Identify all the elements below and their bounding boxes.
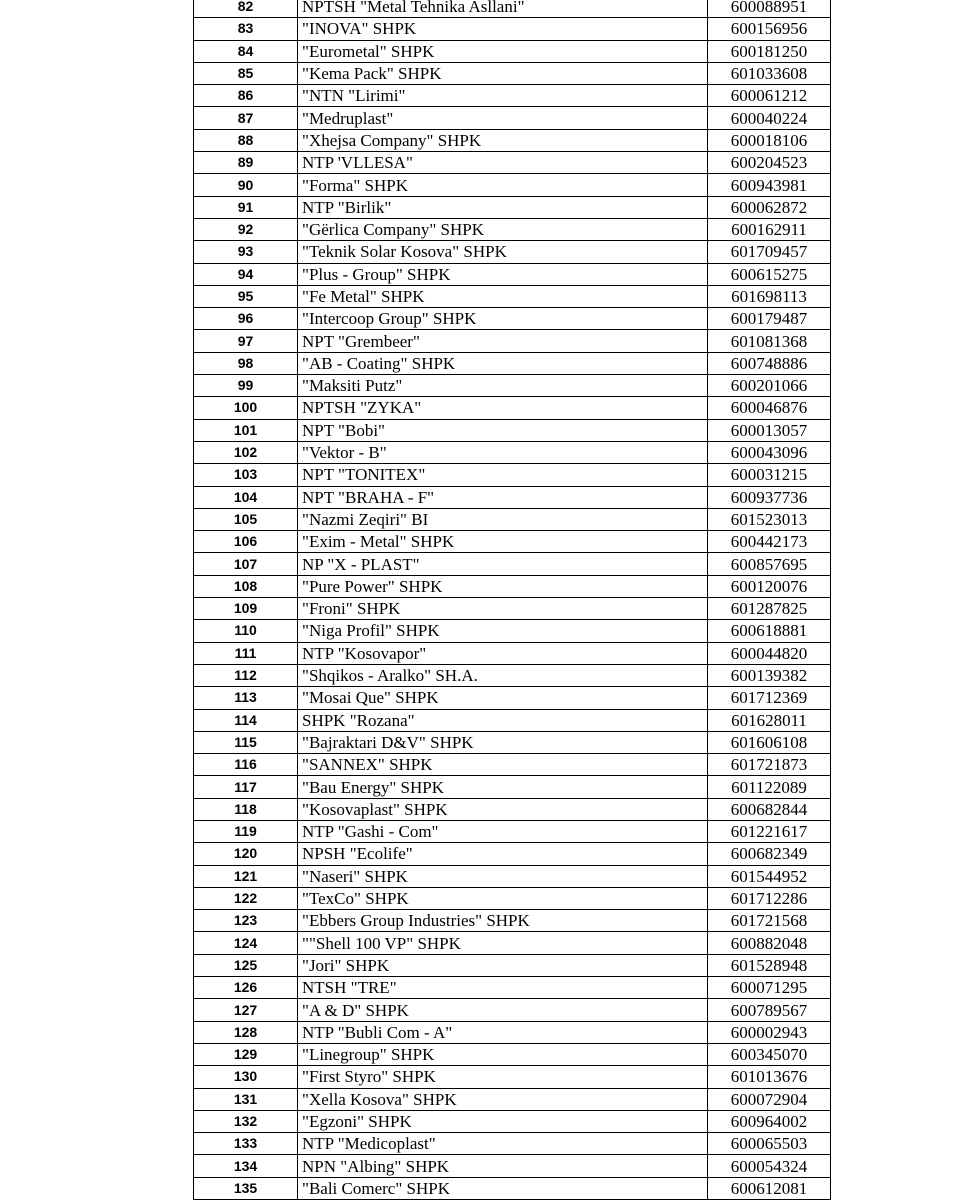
business-id-cell: 601221617 xyxy=(708,820,831,842)
company-name-cell: SHPK "Rozana" xyxy=(298,709,708,731)
business-id-cell: 600204523 xyxy=(708,152,831,174)
business-id-cell: 601013676 xyxy=(708,1066,831,1088)
company-name-cell: "Bajraktari D&V" SHPK xyxy=(298,731,708,753)
company-name-cell: "Linegroup" SHPK xyxy=(298,1043,708,1065)
row-number-cell: 127 xyxy=(194,999,298,1021)
business-id-cell: 601544952 xyxy=(708,865,831,887)
row-number-cell: 93 xyxy=(194,241,298,263)
business-id-cell: 600120076 xyxy=(708,575,831,597)
business-id-cell: 600181250 xyxy=(708,40,831,62)
business-id-cell: 600789567 xyxy=(708,999,831,1021)
table-row xyxy=(194,820,831,842)
company-name-cell: "Teknik Solar Kosova" SHPK xyxy=(298,241,708,263)
business-id-cell: 601628011 xyxy=(708,709,831,731)
table-row xyxy=(194,218,831,240)
company-name-cell: "Kema Pack" SHPK xyxy=(298,62,708,84)
company-name-cell: "Bau Energy" SHPK xyxy=(298,776,708,798)
business-id-cell: 600857695 xyxy=(708,553,831,575)
table-row xyxy=(194,508,831,530)
table-row xyxy=(194,531,831,553)
company-name-cell: NTP "Bubli Com - A" xyxy=(298,1021,708,1043)
row-number-cell: 113 xyxy=(194,687,298,709)
business-id-cell: 601528948 xyxy=(708,954,831,976)
row-number-cell: 97 xyxy=(194,330,298,352)
business-id-cell: 600013057 xyxy=(708,419,831,441)
row-number-cell: 126 xyxy=(194,977,298,999)
table-row xyxy=(194,308,831,330)
row-number-cell: 83 xyxy=(194,18,298,40)
company-name-cell: "Gërlica Company" SHPK xyxy=(298,218,708,240)
company-name-cell: "Xhejsa Company" SHPK xyxy=(298,129,708,151)
company-name-cell: NPTSH "ZYKA" xyxy=(298,397,708,419)
table-row xyxy=(194,709,831,731)
business-id-cell: 601033608 xyxy=(708,62,831,84)
company-name-cell: NTP "Kosovapor" xyxy=(298,642,708,664)
row-number-cell: 121 xyxy=(194,865,298,887)
row-number-cell: 88 xyxy=(194,129,298,151)
business-id-cell: 600748886 xyxy=(708,352,831,374)
table-row xyxy=(194,865,831,887)
table-row xyxy=(194,1043,831,1065)
row-number-cell: 91 xyxy=(194,196,298,218)
company-name-cell: NTP 'VLLESA" xyxy=(298,152,708,174)
company-name-cell: "Ebbers Group Industries" SHPK xyxy=(298,910,708,932)
business-id-cell: 600937736 xyxy=(708,486,831,508)
table-row xyxy=(194,932,831,954)
business-id-cell: 600618881 xyxy=(708,620,831,642)
table-row xyxy=(194,1088,831,1110)
row-number-cell: 130 xyxy=(194,1066,298,1088)
business-id-cell: 600054324 xyxy=(708,1155,831,1177)
table-row xyxy=(194,352,831,374)
table-row xyxy=(194,954,831,976)
row-number-cell: 104 xyxy=(194,486,298,508)
row-number-cell: 99 xyxy=(194,375,298,397)
business-id-cell: 600018106 xyxy=(708,129,831,151)
row-number-cell: 135 xyxy=(194,1177,298,1199)
row-number-cell: 82 xyxy=(194,0,298,18)
table-row xyxy=(194,553,831,575)
company-name-cell: "Niga Profil" SHPK xyxy=(298,620,708,642)
business-id-cell: 600345070 xyxy=(708,1043,831,1065)
business-id-cell: 600040224 xyxy=(708,107,831,129)
table-row xyxy=(194,486,831,508)
company-name-cell: "INOVA" SHPK xyxy=(298,18,708,40)
business-id-cell: 601287825 xyxy=(708,598,831,620)
table-row xyxy=(194,575,831,597)
row-number-cell: 109 xyxy=(194,598,298,620)
table-row xyxy=(194,263,831,285)
row-number-cell: 134 xyxy=(194,1155,298,1177)
table-row xyxy=(194,977,831,999)
table-row xyxy=(194,40,831,62)
row-number-cell: 125 xyxy=(194,954,298,976)
row-number-cell: 98 xyxy=(194,352,298,374)
company-name-cell: "Froni" SHPK xyxy=(298,598,708,620)
row-number-cell: 103 xyxy=(194,464,298,486)
row-number-cell: 92 xyxy=(194,218,298,240)
business-id-cell: 600043096 xyxy=(708,441,831,463)
table-row xyxy=(194,85,831,107)
business-id-cell: 600682349 xyxy=(708,843,831,865)
row-number-cell: 87 xyxy=(194,107,298,129)
business-id-cell: 600882048 xyxy=(708,932,831,954)
table-row xyxy=(194,1066,831,1088)
business-id-cell: 601122089 xyxy=(708,776,831,798)
company-name-cell: "AB - Coating" SHPK xyxy=(298,352,708,374)
business-id-cell: 600156956 xyxy=(708,18,831,40)
row-number-cell: 86 xyxy=(194,85,298,107)
row-number-cell: 111 xyxy=(194,642,298,664)
table-row xyxy=(194,419,831,441)
company-name-cell: NPSH "Ecolife" xyxy=(298,843,708,865)
table-row xyxy=(194,397,831,419)
company-name-cell: NTP "Birlik" xyxy=(298,196,708,218)
company-name-cell: "Plus - Group" SHPK xyxy=(298,263,708,285)
row-number-cell: 129 xyxy=(194,1043,298,1065)
row-number-cell: 115 xyxy=(194,731,298,753)
row-number-cell: 133 xyxy=(194,1133,298,1155)
company-name-cell: "Xella Kosova" SHPK xyxy=(298,1088,708,1110)
table-row xyxy=(194,464,831,486)
business-id-cell: 600071295 xyxy=(708,977,831,999)
table-row xyxy=(194,196,831,218)
table-row xyxy=(194,62,831,84)
business-id-cell: 600044820 xyxy=(708,642,831,664)
business-id-cell: 601606108 xyxy=(708,731,831,753)
company-name-cell: "Shqikos - Aralko" SH.A. xyxy=(298,664,708,686)
company-name-cell: "Nazmi Zeqiri" BI xyxy=(298,508,708,530)
table-row xyxy=(194,731,831,753)
company-name-cell: "Naseri" SHPK xyxy=(298,865,708,887)
business-id-cell: 600943981 xyxy=(708,174,831,196)
table-row xyxy=(194,1110,831,1132)
company-name-cell: "Egzoni" SHPK xyxy=(298,1110,708,1132)
business-id-cell: 601709457 xyxy=(708,241,831,263)
company-name-cell: "SANNEX" SHPK xyxy=(298,754,708,776)
row-number-cell: 102 xyxy=(194,441,298,463)
row-number-cell: 117 xyxy=(194,776,298,798)
business-id-cell: 601523013 xyxy=(708,508,831,530)
company-name-cell: "Fe Metal" SHPK xyxy=(298,285,708,307)
row-number-cell: 100 xyxy=(194,397,298,419)
row-number-cell: 94 xyxy=(194,263,298,285)
business-id-cell: 600682844 xyxy=(708,798,831,820)
company-name-cell: "Intercoop Group" SHPK xyxy=(298,308,708,330)
table-row xyxy=(194,174,831,196)
company-name-cell: "Eurometal" SHPK xyxy=(298,40,708,62)
company-name-cell: "First Styro" SHPK xyxy=(298,1066,708,1088)
company-name-cell: NPT "BRAHA - F" xyxy=(298,486,708,508)
table-row xyxy=(194,887,831,909)
business-id-cell: 601721568 xyxy=(708,910,831,932)
table-row xyxy=(194,241,831,263)
company-name-cell: "Kosovaplast" SHPK xyxy=(298,798,708,820)
row-number-cell: 110 xyxy=(194,620,298,642)
company-name-cell: "A & D" SHPK xyxy=(298,999,708,1021)
company-name-cell: "Vektor - B" xyxy=(298,441,708,463)
business-id-cell: 600139382 xyxy=(708,664,831,686)
business-id-cell: 600162911 xyxy=(708,218,831,240)
row-number-cell: 131 xyxy=(194,1088,298,1110)
business-id-cell: 600072904 xyxy=(708,1088,831,1110)
row-number-cell: 123 xyxy=(194,910,298,932)
company-name-cell: NPT "Grembeer" xyxy=(298,330,708,352)
table-row xyxy=(194,18,831,40)
row-number-cell: 85 xyxy=(194,62,298,84)
business-id-cell: 600442173 xyxy=(708,531,831,553)
company-name-cell: NPTSH "Metal Tehnika Asllani" xyxy=(298,0,708,18)
table-row xyxy=(194,598,831,620)
row-number-cell: 124 xyxy=(194,932,298,954)
table-row xyxy=(194,1021,831,1043)
table-row xyxy=(194,1133,831,1155)
business-id-cell: 600065503 xyxy=(708,1133,831,1155)
table-row xyxy=(194,664,831,686)
business-id-cell: 601712369 xyxy=(708,687,831,709)
row-number-cell: 105 xyxy=(194,508,298,530)
row-number-cell: 118 xyxy=(194,798,298,820)
table-row xyxy=(194,776,831,798)
business-id-cell: 601081368 xyxy=(708,330,831,352)
row-number-cell: 112 xyxy=(194,664,298,686)
row-number-cell: 119 xyxy=(194,820,298,842)
table-row xyxy=(194,642,831,664)
company-name-cell: ""Shell 100 VP" SHPK xyxy=(298,932,708,954)
company-name-cell: "Forma" SHPK xyxy=(298,174,708,196)
business-id-cell: 601712286 xyxy=(708,887,831,909)
row-number-cell: 128 xyxy=(194,1021,298,1043)
company-name-cell: NTSH "TRE" xyxy=(298,977,708,999)
row-number-cell: 89 xyxy=(194,152,298,174)
row-number-cell: 106 xyxy=(194,531,298,553)
company-name-cell: "Mosai Que" SHPK xyxy=(298,687,708,709)
row-number-cell: 107 xyxy=(194,553,298,575)
row-number-cell: 95 xyxy=(194,285,298,307)
business-id-cell: 600031215 xyxy=(708,464,831,486)
business-id-cell: 600615275 xyxy=(708,263,831,285)
company-name-cell: "Medruplast" xyxy=(298,107,708,129)
table-row xyxy=(194,754,831,776)
table-row xyxy=(194,843,831,865)
table-row xyxy=(194,107,831,129)
table-row xyxy=(194,152,831,174)
business-id-cell: 600612081 xyxy=(708,1177,831,1199)
business-id-cell: 600061212 xyxy=(708,85,831,107)
table-row xyxy=(194,129,831,151)
company-name-cell: NTP "Medicoplast" xyxy=(298,1133,708,1155)
table-row xyxy=(194,999,831,1021)
row-number-cell: 101 xyxy=(194,419,298,441)
company-registry-table xyxy=(193,0,831,1200)
business-id-cell: 600046876 xyxy=(708,397,831,419)
company-name-cell: "NTN "Lirimi" xyxy=(298,85,708,107)
table-row xyxy=(194,910,831,932)
company-name-cell: "Exim - Metal" SHPK xyxy=(298,531,708,553)
row-number-cell: 114 xyxy=(194,709,298,731)
business-id-cell: 601698113 xyxy=(708,285,831,307)
company-name-cell: "Jori" SHPK xyxy=(298,954,708,976)
table-row xyxy=(194,620,831,642)
row-number-cell: 90 xyxy=(194,174,298,196)
table-row xyxy=(194,1177,831,1199)
company-name-cell: NPN "Albing" SHPK xyxy=(298,1155,708,1177)
business-id-cell: 600002943 xyxy=(708,1021,831,1043)
table-row xyxy=(194,330,831,352)
company-name-cell: NTP "Gashi - Com" xyxy=(298,820,708,842)
table-row xyxy=(194,687,831,709)
company-name-cell: "TexCo" SHPK xyxy=(298,887,708,909)
company-name-cell: NPT "Bobi" xyxy=(298,419,708,441)
business-id-cell: 601721873 xyxy=(708,754,831,776)
table-row xyxy=(194,798,831,820)
company-name-cell: NPT "TONITEX" xyxy=(298,464,708,486)
row-number-cell: 120 xyxy=(194,843,298,865)
table-row xyxy=(194,1155,831,1177)
business-id-cell: 600062872 xyxy=(708,196,831,218)
row-number-cell: 84 xyxy=(194,40,298,62)
row-number-cell: 108 xyxy=(194,575,298,597)
business-id-cell: 600201066 xyxy=(708,375,831,397)
table-row xyxy=(194,0,831,18)
row-number-cell: 96 xyxy=(194,308,298,330)
business-id-cell: 600179487 xyxy=(708,308,831,330)
row-number-cell: 122 xyxy=(194,887,298,909)
table-body xyxy=(194,0,831,1200)
table-row xyxy=(194,285,831,307)
table-row xyxy=(194,441,831,463)
company-name-cell: "Maksiti Putz" xyxy=(298,375,708,397)
company-name-cell: NP "X - PLAST" xyxy=(298,553,708,575)
row-number-cell: 132 xyxy=(194,1110,298,1132)
company-name-cell: "Pure Power" SHPK xyxy=(298,575,708,597)
business-id-cell: 600088951 xyxy=(708,0,831,18)
row-number-cell: 116 xyxy=(194,754,298,776)
company-name-cell: "Bali Comerc" SHPK xyxy=(298,1177,708,1199)
business-id-cell: 600964002 xyxy=(708,1110,831,1132)
table-row xyxy=(194,375,831,397)
